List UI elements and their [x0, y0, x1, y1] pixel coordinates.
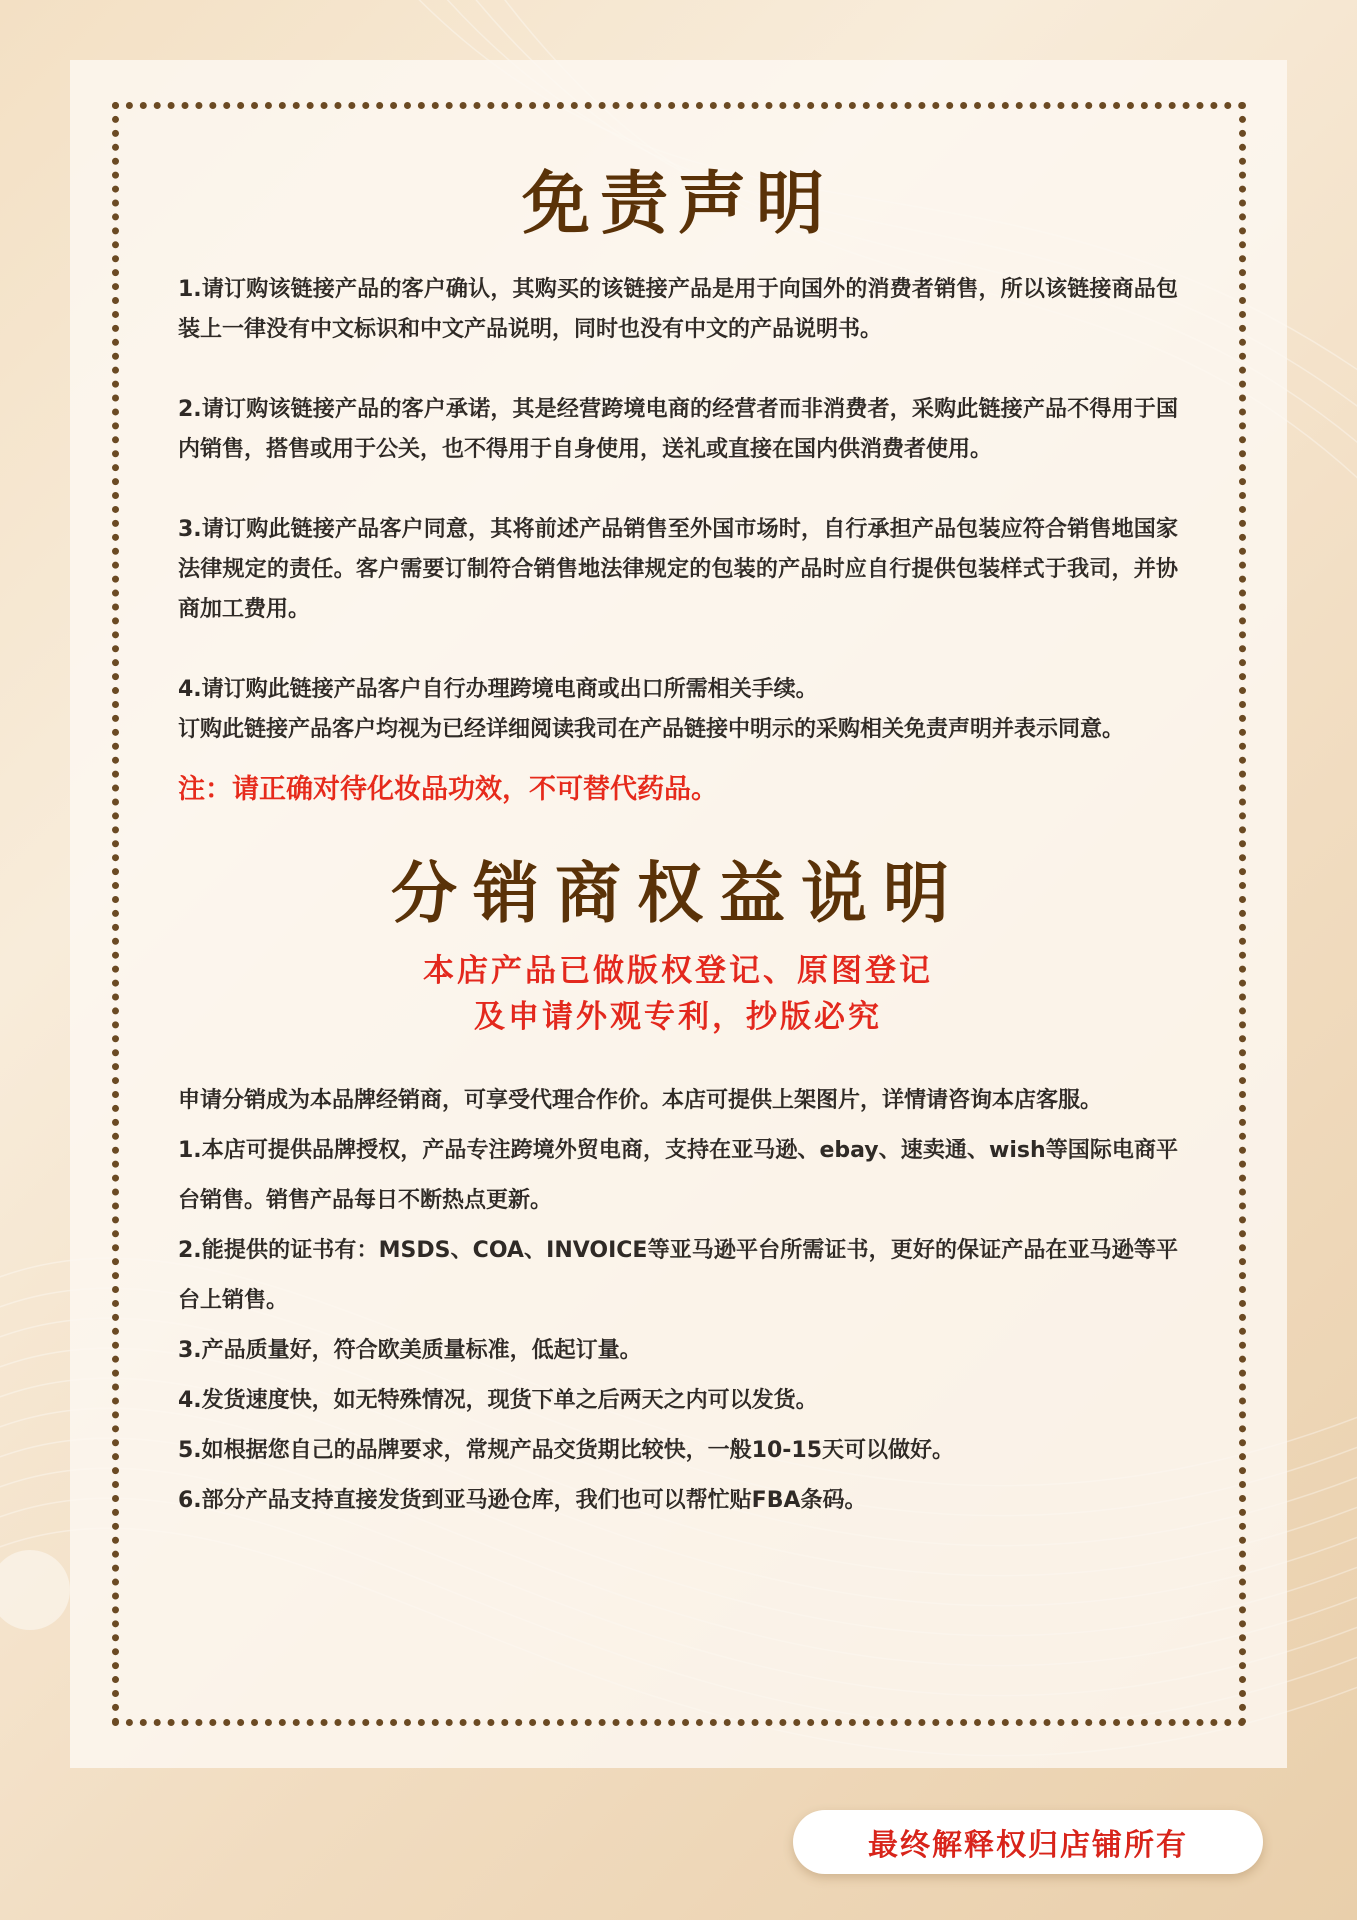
distributor-intro: 申请分销成为本品牌经销商，可享受代理合作价。本店可提供上架图片，详情请咨询本店客服。 [178, 1088, 1103, 1113]
distributor-item-6: 6.部分产品支持直接发货到亚马逊仓库，我们也可以帮忙贴FBA条码。 [178, 1488, 867, 1513]
disclaimer-item-3: 3.请订购此链接产品客户同意，其将前述产品销售至外国市场时，自行承担产品包装应符合销售地国家法律规定的责任。客户需要订制符合销售地法律规定的包装的产品时应自行提供包装样式于我司，并协商加工费用。 [178, 517, 1178, 622]
main-content [178, 150, 1178, 1526]
disclaimer-item-1: 1.请订购该链接产品的客户确认，其购买的该链接产品是用于向国外的消费者销售，所以该链接商品包装上一律没有中文标识和中文产品说明，同时也没有中文的产品说明书。 [178, 277, 1178, 342]
disclaimer-agreement: 订购此链接产品客户均视为已经详细阅读我司在产品链接中明示的采购相关免责声明并表示同意。 [178, 717, 1125, 742]
distributor-item-4: 4.发货速度快，如无特殊情况，现货下单之后两天之内可以发货。 [178, 1388, 818, 1413]
footer-text: 最终解释权归店铺所有 [868, 1828, 1188, 1863]
distributor-item-5: 5.如根据您自己的品牌要求，常规产品交货期比较快，一般10-15天可以做好。 [178, 1438, 955, 1463]
disclaimer-section [178, 270, 1178, 810]
disclaimer-note: 注：请正确对待化妆品功效，不可替代药品。 [178, 774, 718, 805]
distributor-item-3: 3.产品质量好，符合欧美质量标准，低起订量。 [178, 1338, 642, 1363]
distributor-section [178, 1076, 1178, 1526]
copyright-line-1: 本店产品已做版权登记、原图登记 [423, 953, 933, 989]
distributor-item-2: 2.能提供的证书有：MSDS、COA、INVOICE等亚马逊平台所需证书，更好的保证产品在亚马逊等平台上销售。 [178, 1238, 1178, 1313]
copyright-notice [178, 948, 1178, 1040]
copyright-line-2: 及申请外观专利，抄版必究 [474, 999, 882, 1035]
disclaimer-title: 免责声明 [521, 165, 834, 244]
distributor-item-1: 1.本店可提供品牌授权，产品专注跨境外贸电商，支持在亚马逊、ebay、速卖通、wish等国际电商平台销售。销售产品每日不断热点更新。 [178, 1138, 1178, 1213]
footer-badge [793, 1810, 1263, 1874]
distributor-title: 分销商权益说明 [391, 855, 965, 932]
disclaimer-item-4: 4.请订购此链接产品客户自行办理跨境电商或出口所需相关手续。 [178, 677, 818, 702]
disclaimer-item-2: 2.请订购该链接产品的客户承诺，其是经营跨境电商的经营者而非消费者，采购此链接产品不得用于国内销售，搭售或用于公关，也不得用于自身使用，送礼或直接在国内供消费者使用。 [178, 397, 1178, 462]
